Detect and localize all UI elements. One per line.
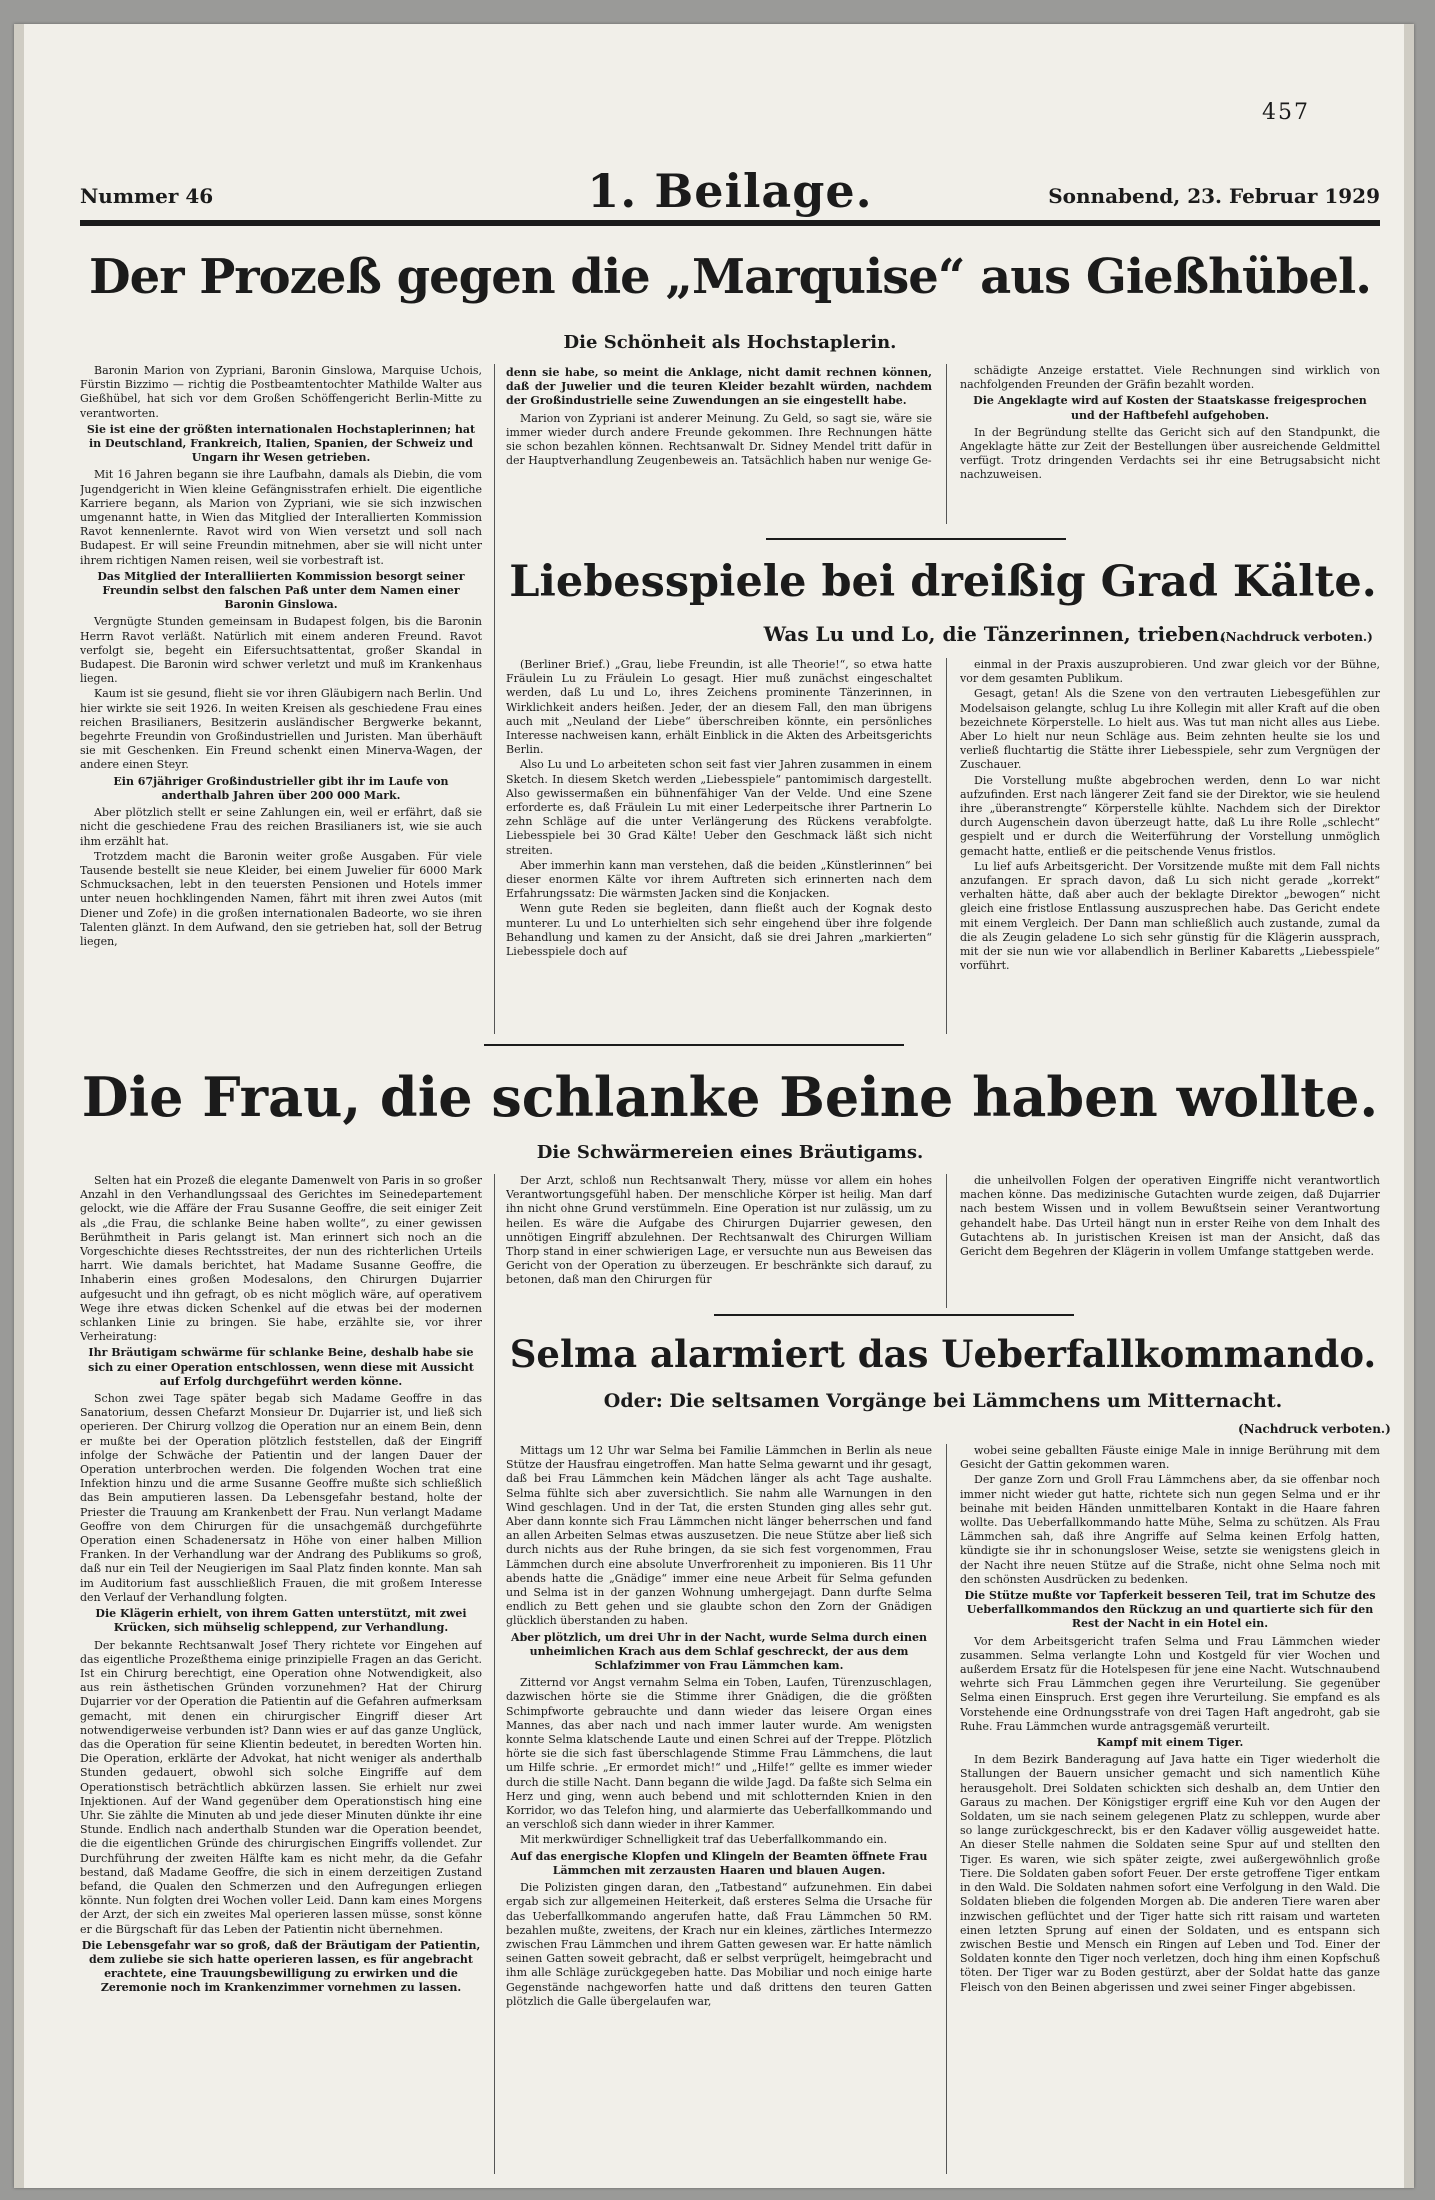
article2-paragraph: Gesagt, getan! Als die Szene von den vertrauten Liebesgefühlen zur Modelsaison gelangte, schlug Lu ihre Kollegin mit aller Kraft auf die oben bezeichnete Körperstelle. Lo hielt aus. Was tut man nicht alles aus Liebe. Aber Lo hielt nur neun Schläge aus. Beim zehnten heulte sie los und verließ fluchtartig die Stätte ihrer Liebesspiele, sehr zum Vergnügen der Zuschauer.: [960, 687, 1380, 772]
article2-column-2: [506, 658, 932, 1034]
article1-column-3: [960, 364, 1380, 524]
article3-boldline: Ihr Bräutigam schwärme für schlanke Beine, deshalb habe sie sich zu einer Operation entschlossen, wenn diese mit Aussicht auf Erfolg durchgeführt werden könne.: [88, 1346, 474, 1388]
article4-paragraph: Mit merkwürdiger Schnelligkeit traf das Ueberfallkommando ein.: [520, 1833, 888, 1847]
issue-number: Nummer 46: [80, 184, 214, 208]
article1-subhead: Die Schönheit als Hochstaplerin.: [563, 332, 897, 353]
section-rule: [484, 1044, 904, 1046]
column-rule: [494, 1174, 495, 2174]
article3-column-1: [80, 1174, 482, 2174]
article2-paragraph: Also Lu und Lo arbeiteten schon seit fast vier Jahren zusammen in einem Sketch. In diesem Sketch werden „Liebesspiele“ pantomimisch dargestellt. Also gewissermaßen ein bühnenfähiger Van der Velde. Und eine Szene erforderte es, daß Fräulein Lu mit einer Lederpeitsche ihrer Partnerin Lo zehn Schläge auf die unter Verlängerung des Rückens verabfolgte. Liebesspiele bei 30 Grad Kälte! Ueber den Geschmack läßt sich nicht streiten.: [506, 758, 932, 857]
article3-subhead: Die Schwärmereien eines Bräutigams.: [536, 1142, 924, 1163]
article2-reprint-note: (Nachdruck verboten.): [1220, 630, 1373, 644]
supplement-title: 1. Beilage.: [587, 164, 873, 218]
article4-reprint-note: (Nachdruck verboten.): [1238, 1422, 1391, 1436]
section-rule: [714, 1314, 1074, 1316]
article1-paragraph: Mit 16 Jahren begann sie ihre Laufbahn, damals als Diebin, die vom Jugendgericht in Wien kleine Gefängnisstrafen erhielt. Die eigentliche Karriere begann, als Marion von Zypriani, wie sie sich inzwischen umgenannt hatte, in Wien das Mitglied der Interallierten Kommission Ravot kennenlernte. Ravot wird von Wien versetzt und soll nach Budapest. Er will seine Freundin mitnehmen, aber sie will nicht unter ihrem richtigen Namen reisen, weil sie vorbestraft ist.: [80, 468, 482, 567]
page-edge-left: [14, 24, 24, 2188]
article2-column-3: [960, 658, 1380, 1034]
column-rule: [946, 1174, 947, 1308]
article3-paragraph: Schon zwei Tage später begab sich Madame Geoffre in das Sanatorium, dessen Chefarzt Monsieur Dr. Dujarrier ist, und ließ sich operieren. Der Chirurg vollzog die Operation nur an einem Bein, denn er mußte bei der Operation plötzlich feststellen, daß der Eingriff infolge der Schwäche der Patientin und der langen Dauer der Operation unterbrochen werden. Die folgenden Wochen trat eine Infektion hinzu und die arme Susanne Geoffre mußte sich schließlich das Bein amputieren lassen. Da Lebensgefahr bestand, holte der Priester die Trauung am Krankenbett der Frau. Nun verlangt Madame Geoffre von dem Chirurgen für die unsachgemäß durchgeführte Operation einen Schadenersatz in Höhe von einer halben Million Franken. In der Verhandlung war der Andrang des Publikums so groß, daß nur ein Teil der Neugierigen im Saal Platz finden konnte. Man sah im Auditorium fast ausschließlich Frauen, die mit großem Interesse den Verlauf der Verhandlung folgten.: [80, 1392, 482, 1604]
article4-paragraph: wobei seine geballten Fäuste einige Male in innige Berührung mit dem Gesicht der Gattin gekommen waren.: [960, 1444, 1380, 1472]
article2-paragraph: (Berliner Brief.) „Grau, liebe Freundin, ist alle Theorie!“, so etwa hatte Fräulein Lu zu Fräulein Lo gesagt. Hier muß zunächst eingeschaltet werden, daß Lu und Lo, ihres Zeichens prominente Tänzerinnen, in Wirklichkeit anders heißen. Jeder, der an diesem Fall, den man übrigens auch mit „Neuland der Liebe“ überschreiben könnte, ein persönliches Interesse nachweisen kann, erhält Einblick in die Akten des Arbeitsgerichts Berlin.: [506, 658, 932, 757]
article4-paragraph: Der ganze Zorn und Groll Frau Lämmchens aber, da sie offenbar noch immer nicht wieder gut hatte, richtete sich nun gegen Selma und er ihr beinahe mit beiden Händen unmittelbaren Kontakt in die Haare fahren wollte. Das Ueberfallkommando hatte Mühe, Selma zu schützen. Als Frau Lämmchen sah, daß ihre Angriffe auf Selma keinen Erfolg hatten, kündigte sie ihr in schonungsloser Weise, setzte sie wenigstens gleich in der Nacht ihre neuen Stütze auf die Straße, nicht ohne Selma noch mit den schönsten Ausdrücken zu bedenken.: [960, 1473, 1380, 1586]
article1-column-2: [506, 364, 932, 524]
article3-paragraph: Der Arzt, schloß nun Rechtsanwalt Thery, müsse vor allem ein hohes Verantwortungsgefühl haben. Der menschliche Körper ist heilig. Man darf ihn nicht ohne Grund verstümmeln. Eine Operation ist nur zulässig, um zu heilen. Es wäre die Aufgabe des Chirurgen Dujarrier gewesen, den unnötigen Eingriff abzulehnen. Der Rechtsanwalt des Chirurgen William Thorp stand in einer schwierigen Lage, er versuchte nun aus Beweisen das Gericht von der Operation zu überzeugen. Er beschränkte sich darauf, zu betonen, daß man den Chirurgen für: [506, 1174, 932, 1287]
column-rule: [946, 1444, 947, 2174]
newspaper-page: [14, 24, 1414, 2188]
article1-paragraph: In der Begründung stellte das Gericht sich auf den Standpunkt, die Angeklagte hätte zur Zeit der Bestellungen über ausreichende Geldmittel verfügt. Trotz dringenden Verdachts sei ihr eine Betrugsabsicht nicht nachzuweisen.: [960, 425, 1380, 482]
article4-boldline: Auf das energische Klopfen und Klingeln der Beamten öffnete Frau Lämmchen mit zerzausten Haaren und blauen Augen.: [510, 1849, 928, 1877]
issue-date: Sonnabend, 23. Februar 1929: [1048, 184, 1380, 208]
article4-boldline: Die Stütze mußte vor Tapferkeit besseren Teil, trat im Schutze des Ueberfallkommandos den Rückzug an und quartierte sich für den Rest der Nacht in ein Hotel ein.: [964, 1589, 1376, 1631]
article2-paragraph: Lu lief aufs Arbeitsgericht. Der Vorsitzende mußte mit dem Fall nichts anzufangen. Er sprach davon, daß Lu sich nicht gerade „korrekt“ verhalten hätte, daß aber auch der beklagte Direktor „bewogen“ nicht gleich eine fristlose Entlassung auszusprechen habe. Das Gericht endete mit einem Vergleich. Der Dann man schließlich auch zustande, zumal da die als Zeugin geladene Lo sich sehr günstig für die Klägerin aussprach, mit der sie nun wie vor allabendlich in Berliner Kabaretts „Liebesspiele“ vorführt.: [960, 859, 1380, 973]
article1-boldline: Die Angeklagte wird auf Kosten der Staatskasse freigesprochen und der Haftbefehl aufgehoben.: [973, 394, 1367, 422]
masthead: [80, 164, 1380, 218]
page-edge-right: [1404, 24, 1414, 2188]
article2-headline: Liebesspiele bei dreißig Grad Kälte.: [509, 557, 1377, 607]
article1-paragraph: Baronin Marion von Zypriani, Baronin Ginslowa, Marquise Uchois, Fürstin Bizzimo — richtig die Postbeamtentochter Mathilde Walter aus Gießhübel, hat sich vor dem Großen Schöffengericht Berlin-Mitte zu verantworten.: [80, 364, 482, 420]
article3-column-3: [960, 1174, 1380, 1308]
article2-paragraph: einmal in der Praxis auszuprobieren. Und zwar gleich vor der Bühne, vor dem gesamten Publikum.: [960, 658, 1380, 686]
article1-paragraph: Aber plötzlich stellt er seine Zahlungen ein, weil er erfährt, daß sie nicht die geschiedene Frau des reichen Brasilianers ist, wie sie auch ihm erzählt hat.: [80, 806, 482, 848]
article1-headline: Der Prozeß gegen die „Marquise“ aus Gießhübel.: [89, 249, 1371, 305]
article4-paragraph: Die Polizisten gingen daran, den „Tatbestand“ aufzunehmen. Ein dabei ergab sich zur allgemeinen Heiterkeit, daß ersteres Selma die Ursache für das Ueberfallkommando angerufen hatte, daß Frau Lämmchen 50 RM. bezahlen mußte, zweitens, der Krach nur ein kleines, zärtliches Intermezzo zwischen Frau Lämmchen und ihrem Gatten gewesen war. Er hatte nämlich seinen Gatten soweit gebracht, daß er selbst verprügelt, heimgebracht und ihm alle Schläge zurückgegeben hatte. Das Mobiliar und noch einige harte Gegenstände nachgeworfen hatte und daß drittens den teuren Gatten plötzlich die Galle übergelaufen war,: [506, 1881, 932, 2008]
article2-paragraph: Die Vorstellung mußte abgebrochen werden, denn Lo war nicht aufzufinden. Erst nach längerer Zeit fand sie der Direktor, wie sie heulend ihre „überanstrengte“ Körperstelle kühlte. Nachdem sich der Direktor durch Augenschein davon überzeugt hatte, daß Lu ihre Rolle „schlecht“ gespielt und er durch die Weiterführung der Vorstellung unmöglich gemacht hatte, entließ er die peitschende Venus fristlos.: [960, 773, 1380, 858]
article3-paragraph: Selten hat ein Prozeß die elegante Damenwelt von Paris in so großer Anzahl in den Verhandlungssaal des Gerichtes im Seinedepartement gelockt, wie die Affäre der Frau Susanne Geoffre, die seit einiger Zeit als „die Frau, die schlanke Beine haben wollte“, zu einer gewissen Berühmtheit in Paris gelangt ist. Man erinnert sich noch an die Vorgeschichte dieses Rechtsstreites, der nun des richterlichen Urteils harrt. Wie damals berichtet, hat Madame Susanne Geoffre, die Inhaberin eines großen Modesalons, den Chirurgen Dujarrier aufgesucht und ihn gefragt, ob es nicht möglich wäre, auf operativem Wege ihre etwas dicken Schenkel auf die etwas bei der modernen schlanken Linie zu bringen. Sie habe, erzählte sie, vor ihrer Verheiratung:: [80, 1174, 482, 1344]
article3-boldline: Die Klägerin erhielt, von ihrem Gatten unterstützt, mit zwei Krücken, sich mühselig schleppend, zur Verhandlung.: [95, 1607, 467, 1635]
article1-paragraph: Trotzdem macht die Baronin weiter große Ausgaben. Für viele Tausende bestellt sie neue Kleider, bei einem Juwelier für 6000 Mark Schmucksachen, lebt in den teuersten Pensionen und Hotels immer unter neuen hochklingenden Namen, fährt mit ihren zwei Autos (mit Diener und Zofe) in die großen internationalen Badeorte, wo sie ihren Talenten glänzt. In dem Aufwand, den sie getrieben hat, soll der Betrug liegen,: [80, 849, 482, 948]
column-rule: [494, 364, 495, 1034]
article4-paragraph: Mittags um 12 Uhr war Selma bei Familie Lämmchen in Berlin als neue Stütze der Hausfrau eingetroffen. Man hatte Selma gewarnt und ihr gesagt, daß bei Frau Lämmchen kein Mädchen länger als acht Tage aushalte. Selma fühlte sich aber zuversichtlich. Sie nahm alle Warnungen in den Wind geschlagen. Und in der Tat, die ersten Stunden ging alles sehr gut. Aber dann konnte sich Frau Lämmchen nicht länger beherrschen und fand an allen Arbeiten Selmas etwas auszusetzen. Die neue Stütze aber ließ sich durch nichts aus der Ruhe bringen, da sie sich fest vorgenommen, Frau Lämmchen durch eine absolute Unverfrorenheit zu imponieren. Bis 11 Uhr abends hatte die „Gnädige“ immer eine neue Arbeit für Selma gefunden und Selma ist in der ganzen Wohnung umhergejagt. Dann durfte Selma endlich zu Bett gehen und sie glaubte schon den Zorn der Gnädigen glücklich überstanden zu haben.: [506, 1444, 932, 1628]
article1-paragraph: Vergnügte Stunden gemeinsam in Budapest folgen, bis die Baronin Herrn Ravot verläßt. Natürlich mit einem anderen Freund. Ravot verfolgt sie, begeht ein Eifersuchtsattentat, großer Skandal in Budapest. Die Baronin wird schwer verletzt und muß im Krankenhaus liegen.: [80, 615, 482, 686]
article4-paragraph: Vor dem Arbeitsgericht trafen Selma und Frau Lämmchen wieder zusammen. Selma verlangte Lohn und Kostgeld für vier Wochen und außerdem Ersatz für die Hotelspesen für jene eine Nacht. Wutschnaubend wehrte sich Frau Lämmchen gegen ihre Verurteilung. Sie gegenüber Selma einen Einspruch. Erst gegen ihre Verurteilung. Sie empfand es als Vorstehende eine Ordnungsstrafe von drei Tagen Haft angedroht, gab sie Ruhe. Frau Lämmchen wurde antragsgemäß verurteilt.: [960, 1634, 1380, 1733]
article2-paragraph: Wenn gute Reden sie begleiten, dann fließt auch der Kognak desto munterer. Lu und Lo unterhielten sich sehr eingehend über ihre folgende Behandlung und kamen zu der Ansicht, daß sie drei Jahren „markierten“ Liebesspiele doch auf: [506, 902, 932, 959]
article4-column-2: [506, 1444, 932, 2174]
column-rule: [946, 658, 947, 1034]
article2-paragraph: Aber immerhin kann man verstehen, daß die beiden „Künstlerinnen“ bei dieser enormen Kälte vor ihrem Auftreten sich erinnerten nach dem Erfahrungssatz: Die wärmsten Jacken sind die Konjacken.: [506, 858, 932, 901]
article3-paragraph: Der bekannte Rechtsanwalt Josef Thery richtete vor Eingehen auf das eigentliche Prozeßthema einige prinzipielle Fragen an das Gericht. Ist ein Chirurg berechtigt, eine Operation ohne Notwendigkeit, also aus rein ästhetischen Gründen vorzunehmen? Hat der Chirurg Dujarrier vor der Operation die Patientin auf die Gefahren aufmerksam gemacht, mit denen ein chirurgischer Eingriff dieser Art notwendigerweise verbunden ist? Dann wies er auf das ganze Unglück, das die Operation für seine Klientin bedeutet, in beredten Worten hin. Die Operation, erklärte der Advokat, hat nicht weniger als anderthalb Stunden gedauert, obwohl sich solche Eingriffe auf dem Operationstisch beträchtlich abkürzen lassen. Sie erhielt nur zwei Injektionen. Auf der Wand gegenüber dem Operationstisch hing eine Uhr. Sie zählte die Minuten ab und jede dieser Minuten dünkte ihr eine Stunde. Endlich nach anderthalb Stunden war die Operation beendet, die die eigentlichen Gründe des chirurgischen Eingriffs vollendet. Zur Durchführung der zweiten Hälfte kam es nicht mehr, da die Gefahr bestand, daß Madame Geoffre, die sich in einem derzeitigen Zustand befand, die Qualen den Schmerzen und den Aufregungen erliegen könnte. Nun folgten drei Wochen voller Leid. Dann kam eines Morgens der Arzt, der sich ein zweites Mal operieren lassen müsse, sonst könne er die Bürgschaft für das Leben der Patientin nicht übernehmen.: [80, 1638, 482, 1936]
article4-paragraph: In dem Bezirk Banderagung auf Java hatte ein Tiger wiederholt die Stallungen der Bauern unsicher gemacht und sich namentlich Kühe herausgeholt. Drei Soldaten schickten sich deshalb an, dem Untier den Garaus zu machen. Der Königstiger ergriff eine Kuh vor den Augen der Soldaten, um sie nach seinem gelegenen Platz zu schleppen, wurde aber so lange zurückgeschreckt, bis er den Kadaver völlig ausgeweidet hatte. An dieser Stelle nahmen die Soldaten seine Spur auf und stellten den Tiger. Es waren, wie sich später zeigte, zwei außergewöhnlich große Tiere. Die Soldaten gaben sofort Feuer. Der erste getroffene Tiger entkam in den Wald. Die Soldaten nahmen sofort eine Verfolgung in den Wald. Die Soldaten blieben die folgenden Morgen ab. Die anderen Tiere waren aber inzwischen geflüchtet und der Tiger hatte sich ritt raisam und warteten einen letzten Sprung auf einen der Soldaten, und es entspann sich zwischen Bestie und Mensch ein Ringen auf Leben und Tod. Einer der Soldaten konnte den Tiger noch verletzen, doch hing ihm einen Kopfschuß töten. Der Tiger war zu Boden gestürzt, aber der Soldat hatte das ganze Fleisch von den Beinen abgerissen und zwei seiner Finger abgebissen.: [960, 1753, 1380, 1994]
article4-subhead: Oder: Die seltsamen Vorgänge bei Lämmchens um Mitternacht.: [603, 1390, 1283, 1412]
article4-paragraph: Zitternd vor Angst vernahm Selma ein Toben, Laufen, Türenzuschlagen, dazwischen hörte sie die Stimme ihrer Gnädigen, die die größten Schimpfworte gebrauchte und dann wieder das leisere Organ eines Mannes, das aber nach und nach immer lauter wurde. Am wenigsten konnte Selma klatschende Laute und einen Schrei auf der Treppe. Plötzlich hörte sie die sich fast überschlagende Stimme Frau Lämmchens, die laut um Hilfe schrie. „Er ermordet mich!“ und „Hilfe!“ gellte es immer wieder durch die stille Nacht. Dann begann die wilde Jagd. Da faßte sich Selma ein Herz und ging, wenn auch bebend und mit schlotternden Knien in den Korridor, wo das Telefon hing, und alarmierte das Ueberfallkommando und an verschloß sich dann wieder in ihrer Kammer.: [506, 1676, 932, 1832]
article1-paragraph: Kaum ist sie gesund, flieht sie vor ihren Gläubigern nach Berlin. Und hier wirkte sie seit 1926. In weiten Kreisen als geschiedene Frau eines reichen Brasilianers, Besitzerin ausländischer Bergwerke bekannt, begehrte Freundin von Großindustriellen und Juristen. Man überhäuft sie mit Geschenken. Ein Freund schenkt einen Minerva-Wagen, der andere einen Steyr.: [80, 687, 482, 772]
article1-paragraph: schädigte Anzeige erstattet. Viele Rechnungen sind wirklich von nachfolgenden Freunden der Gräfin bezahlt worden.: [960, 364, 1380, 392]
article1-paragraph-bold: denn sie habe, so meint die Anklage, nicht damit rechnen können, daß der Juwelier und die teuren Kleider bezahlt würden, nachdem der Großindustrielle seine Zuwendungen an sie eingestellt habe.: [506, 366, 932, 408]
article3-paragraph: die unheilvollen Folgen der operativen Eingriffe nicht verantwortlich machen könne. Das medizinische Gutachten wurde zeigen, daß Dujarrier nach bestem Wissen und in vollem Bewußtsein seiner Verantwortung gehandelt habe. Das Urteil hängt nun in erster Reihe von dem Inhalt des Gutachtens ab. In juristischen Kreisen ist man der Ansicht, daß das Gericht dem Begehren der Klägerin in vollem Umfange stattgeben werde.: [960, 1174, 1380, 1259]
article1-boldline: Sie ist eine der größten internationalen Hochstaplerinnen; hat in Deutschland, Frankreich, Italien, Spanien, der Schweiz und Ungarn ihr Wesen getrieben.: [86, 422, 476, 465]
article1-paragraph: Marion von Zypriani ist anderer Meinung. Zu Geld, so sagt sie, wäre sie immer wieder durch andere Freunde gekommen. Ihre Rechnungen hätte sie schon bezahlen können. Rechtsanwalt Dr. Sidney Mendel tritt dafür in der Hauptverhandlung Zeugenbeweis an. Tatsächlich haben nur wenige Ge-: [506, 411, 932, 468]
article3-headline: Die Frau, die schlanke Beine haben wollte.: [81, 1065, 1379, 1129]
article2-subhead: Was Lu und Lo, die Tänzerinnen, trieben.: [763, 622, 1226, 646]
article4-headline: Selma alarmiert das Ueberfallkommando.: [509, 1332, 1377, 1376]
article1-boldline: Das Mitglied der Interalliierten Kommission besorgt seiner Freundin selbst den falschen Paß unter dem Namen einer Baronin Ginslowa.: [97, 569, 465, 612]
article3-boldline: Die Lebensgefahr war so groß, daß der Bräutigam der Patientin, dem zuliebe sie sich hatte operieren lassen, es für angebracht erachtete, eine Trauungsbewilligung zu erwirken und die Zeremonie noch im Krankenzimmer vornehmen zu lassen.: [81, 1938, 481, 1995]
article1-boldline: Ein 67jähriger Großindustrieller gibt ihr im Laufe von anderthalb Jahren über 200 000 Mark.: [113, 774, 449, 802]
article4-boldline: Aber plötzlich, um drei Uhr in der Nacht, wurde Selma durch einen unheimlichen Krach aus dem Schlaf geschreckt, der aus dem Schlafzimmer von Frau Lämmchen kam.: [511, 1630, 927, 1673]
article3-column-2: [506, 1174, 932, 1308]
article4-column-3: [960, 1444, 1380, 2174]
masthead-rule: [80, 220, 1380, 226]
tiger-story-heading: Kampf mit einem Tiger.: [1096, 1736, 1244, 1750]
section-rule: [766, 538, 1066, 540]
article1-column-1: [80, 364, 482, 1034]
column-rule: [946, 364, 947, 524]
page-number: 457: [1262, 100, 1310, 125]
